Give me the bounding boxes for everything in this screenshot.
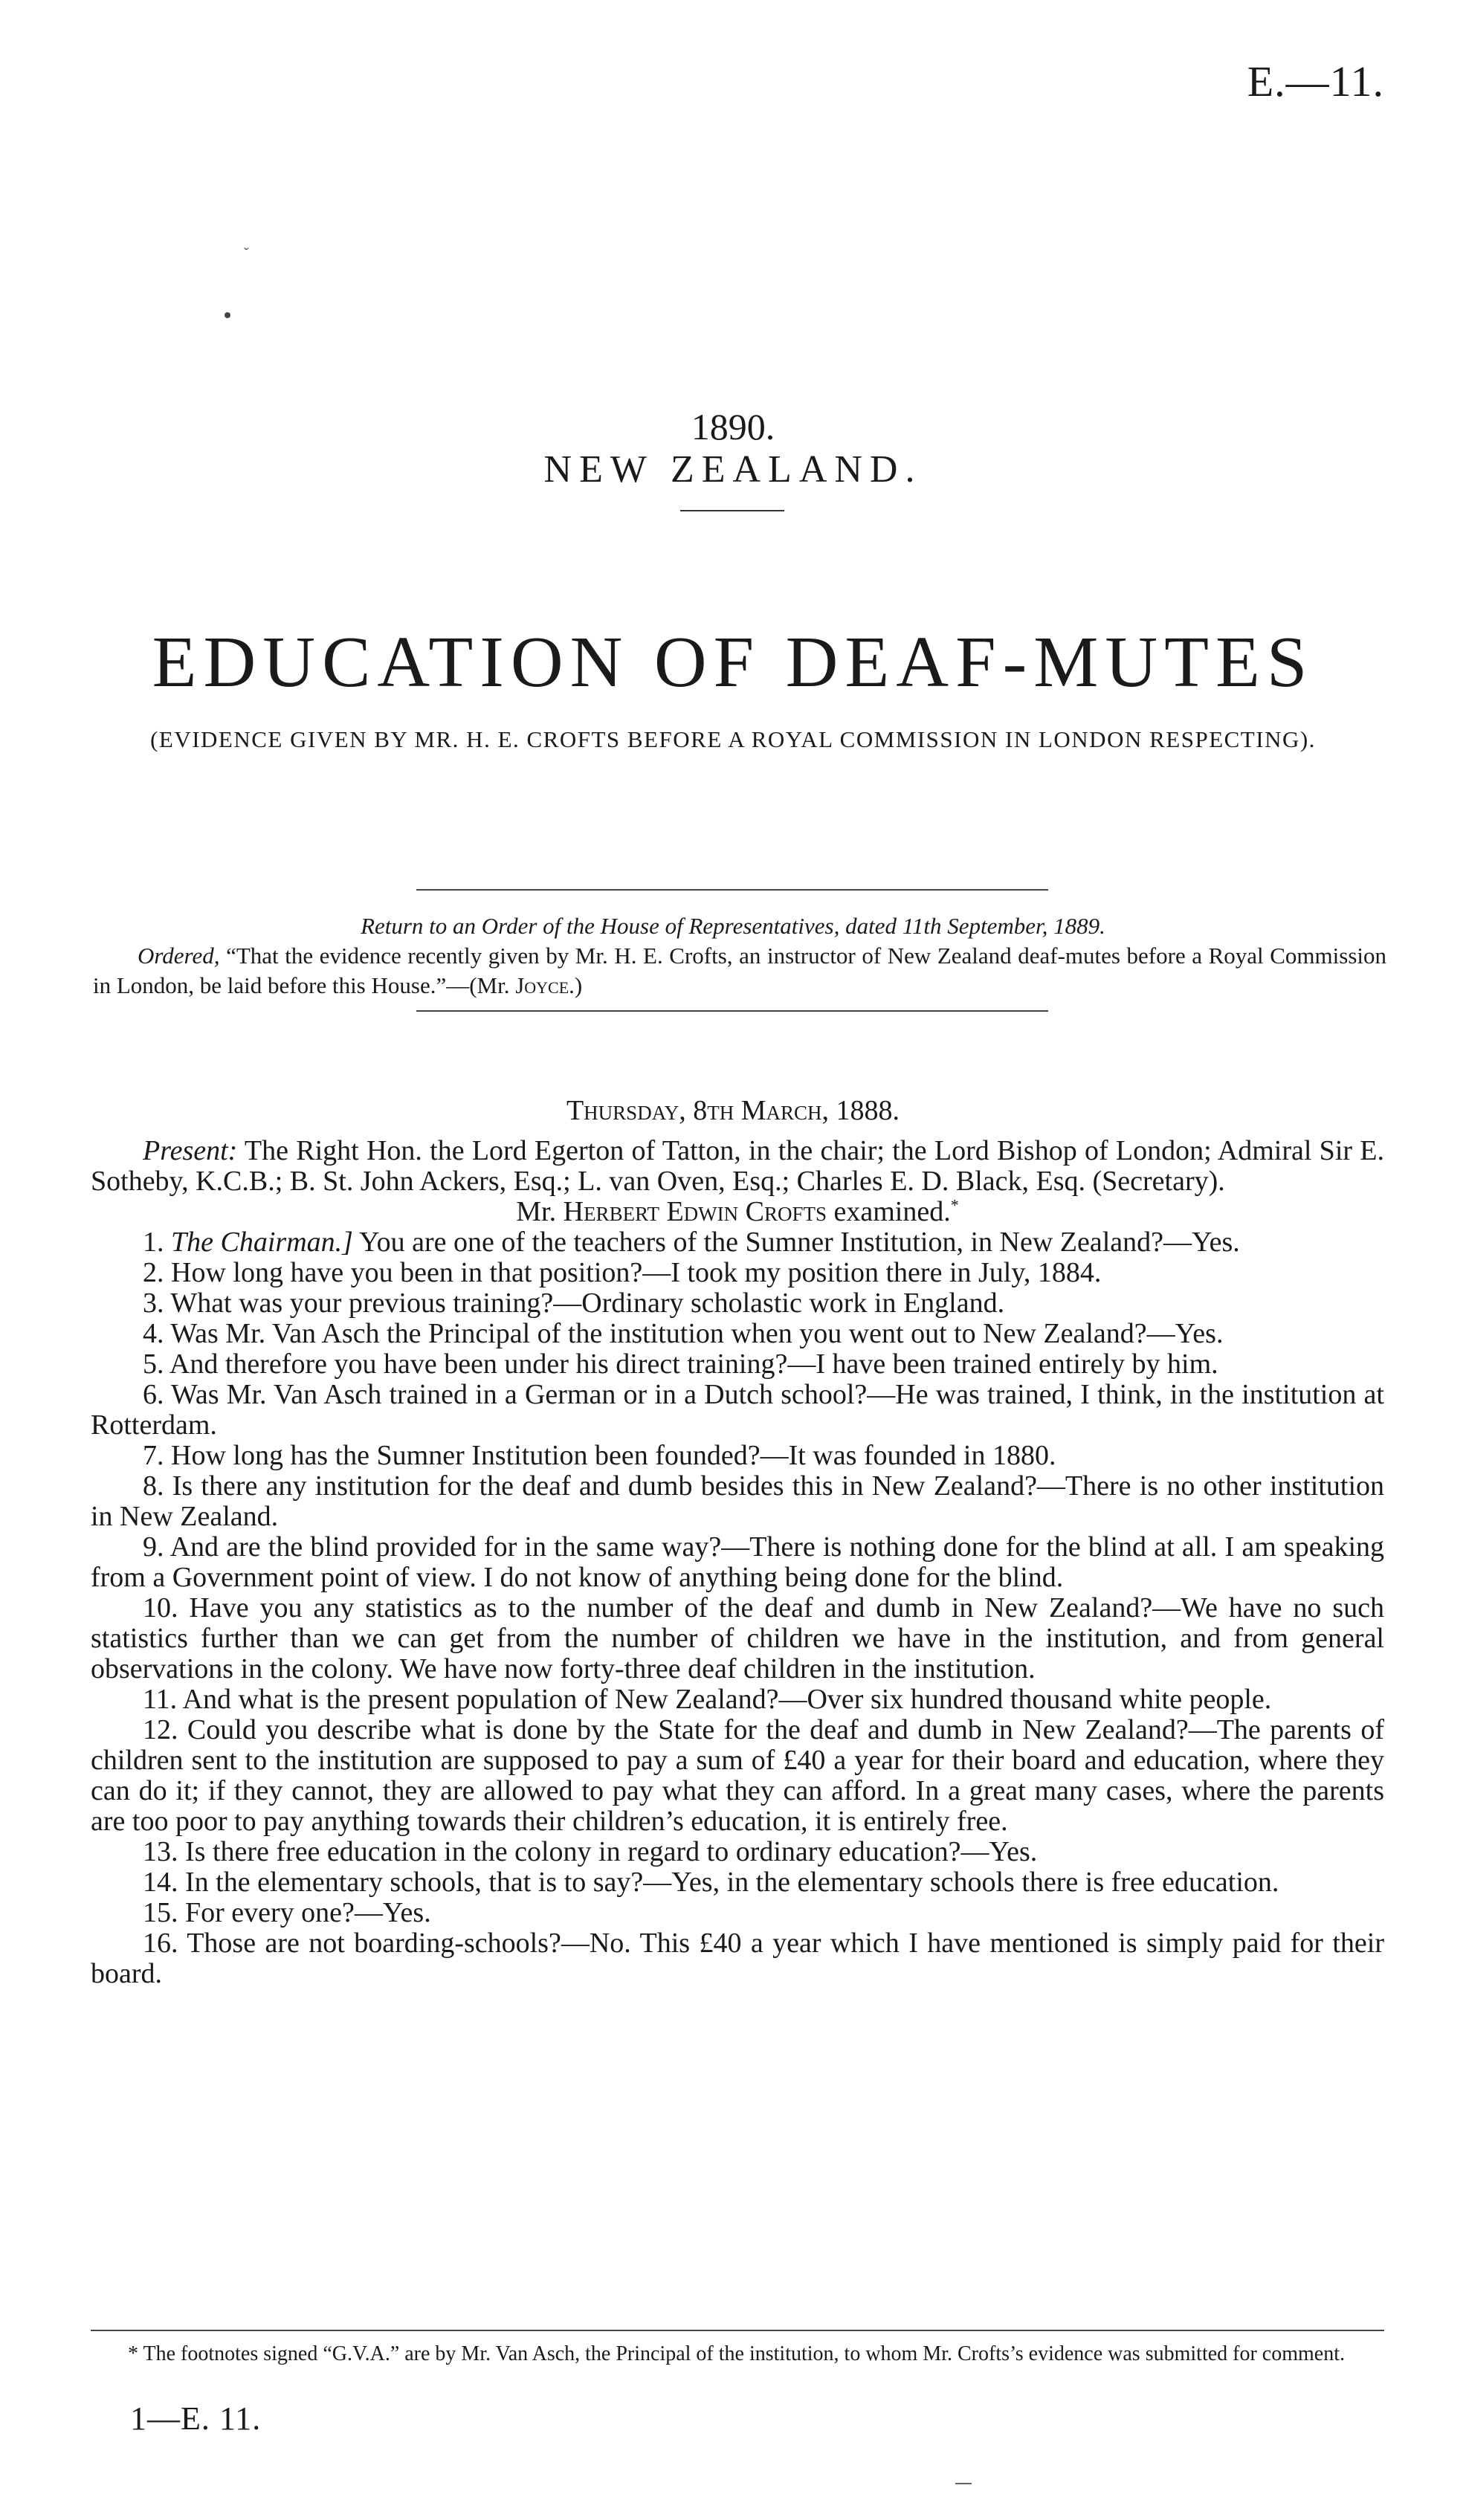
question-number: 9. — [143, 1531, 164, 1563]
print-speck — [955, 2483, 972, 2484]
witness-line — [91, 1197, 1384, 1227]
question-text: And are the blind provided for in the same way?—There is nothing done for the blind at all. I am speaking from a Government point of view. I do not know of anything being done for the blind. — [91, 1531, 1385, 1593]
question-number: 11. — [143, 1684, 178, 1715]
question-item — [91, 1532, 1384, 1593]
question-item — [91, 1898, 1384, 1928]
question-number: 7. — [143, 1440, 164, 1471]
question-item — [91, 1288, 1384, 1319]
question-text: How long have you been in that position?—I took my position there in July, 1884. — [171, 1257, 1102, 1288]
question-item — [91, 1593, 1384, 1684]
ordered-name: Joyce — [515, 972, 569, 998]
question-text: And therefore you have been under his direct training?—I have been trained entirely by him. — [169, 1348, 1218, 1380]
question-number: 2. — [143, 1257, 164, 1288]
ordered-label: Ordered, — [138, 943, 220, 969]
session-date: Thursday, 8th March, 1888. — [566, 1095, 900, 1126]
footnote: * The footnotes signed “G.V.A.” are by Mr. Van Asch, the Principal of the institution, to whom Mr. Crofts’s evidence was submitted for comment. — [128, 2342, 1345, 2365]
evidence-body — [91, 1136, 1384, 1989]
question-number: 14. — [143, 1867, 178, 1898]
question-speaker: The Chairman.] — [171, 1227, 353, 1258]
question-text: Was Mr. Van Asch trained in a German or in a Dutch school?—He was trained, I think, in the institution at Rotterdam. — [91, 1379, 1384, 1441]
question-text: How long has the Sumner Institution been founded?—It was founded in 1880. — [171, 1440, 1056, 1471]
question-text: And what is the present population of New Zealand?—Over six hundred thousand white people. — [182, 1684, 1272, 1715]
witness-name: Herbert Edwin Crofts — [563, 1196, 827, 1227]
witness-suffix: examined. — [833, 1196, 951, 1227]
ordered-text: “That the evidence recently given by Mr. H. E. Crofts, an instructor of New Zealand deaf-mutes before a Royal Commission in London, be laid before this House.”—(Mr. — [93, 943, 1386, 998]
divider — [416, 889, 1048, 891]
divider — [416, 1010, 1048, 1012]
question-item — [91, 1227, 1384, 1258]
print-speck — [225, 312, 230, 318]
question-list — [91, 1227, 1384, 1989]
question-number: 4. — [143, 1318, 164, 1349]
country-heading: NEW ZEALAND. — [543, 448, 923, 491]
present-paragraph — [91, 1136, 1384, 1197]
present-text: The Right Hon. the Lord Egerton of Tatton, in the chair; the Lord Bishop of London; Admiral Sir E. Sotheby, K.C.B.; B. St. John Ackers, Esq.; L. van Oven, Esq.; Charles E. D. Black, Esq. (Secretary). — [91, 1135, 1384, 1197]
question-item — [91, 1837, 1384, 1867]
ordered-paragraph — [93, 941, 1386, 1001]
question-text: Is there any institution for the deaf and dumb besides this in New Zealand?—There is no other institution in New Zealand. — [91, 1470, 1384, 1532]
question-number: 5. — [143, 1348, 164, 1380]
question-number: 10. — [143, 1592, 178, 1624]
question-number: 8. — [143, 1470, 164, 1502]
question-item — [91, 1319, 1384, 1349]
question-number: 12. — [143, 1714, 178, 1745]
question-number: 1. — [143, 1227, 164, 1258]
footnote-mark: * — [950, 1195, 959, 1215]
question-item — [91, 1349, 1384, 1380]
question-item — [91, 1258, 1384, 1288]
question-text: What was your previous training?—Ordinary scholastic work in England. — [170, 1288, 1005, 1319]
signature-mark: 1—E. 11. — [130, 2400, 262, 2437]
return-order-line: Return to an Order of the House of Representatives, dated 11th September, 1889. — [361, 913, 1105, 939]
question-text: Was Mr. Van Asch the Principal of the institution when you went out to New Zealand?—Yes. — [170, 1318, 1224, 1349]
question-item — [91, 1441, 1384, 1471]
document-year: 1890. — [691, 406, 775, 448]
divider — [680, 510, 784, 511]
question-number: 3. — [143, 1288, 164, 1319]
question-text: Those are not boarding-schools?—No. This £40 a year which I have mentioned is simply paid for their board. — [91, 1928, 1384, 1989]
question-text: Could you describe what is done by the State for the deaf and dumb in New Zealand?—The parents of children sent to the institution are supposed to pay a sum of £40 a year for their board and education, where they can do it; if they cannot, they are allowed to pay what they can afford. In a great many cases, where the parents are too poor to pay anything towards their children’s education, it is entirely free. — [91, 1714, 1384, 1837]
page-title: EDUCATION OF DEAF-MUTES — [152, 622, 1314, 702]
question-item — [91, 1715, 1384, 1837]
footnote-divider — [91, 2330, 1384, 2331]
question-text: In the elementary schools, that is to say?—Yes, in the elementary schools there is free education. — [185, 1867, 1279, 1898]
question-item — [91, 1928, 1384, 1989]
ordered-end: .) — [569, 972, 583, 998]
witness-prefix: Mr. — [516, 1196, 557, 1227]
question-text: Is there free education in the colony in regard to ordinary education?—Yes. — [185, 1836, 1038, 1867]
question-number: 15. — [143, 1897, 178, 1928]
question-item — [91, 1867, 1384, 1898]
question-item — [91, 1471, 1384, 1532]
question-text: Have you any statistics as to the number of the deaf and dumb in New Zealand?—We have no such statistics further than we can get from the number of children we have in the institution, and from general observations in the colony. We have now forty-three deaf children in the institution. — [91, 1592, 1385, 1684]
print-speck: ˇ — [244, 245, 249, 262]
question-number: 16. — [143, 1928, 178, 1959]
question-item — [91, 1684, 1384, 1715]
question-number: 13. — [143, 1836, 178, 1867]
question-item — [91, 1380, 1384, 1441]
present-label: Present: — [143, 1135, 238, 1166]
question-number: 6. — [143, 1379, 164, 1410]
page-subtitle: (EVIDENCE GIVEN BY MR. H. E. CROFTS BEFORE A ROYAL COMMISSION IN LONDON RESPECTING). — [150, 726, 1316, 752]
question-text: You are one of the teachers of the Sumner Institution, in New Zealand?—Yes. — [359, 1227, 1240, 1258]
question-text: For every one?—Yes. — [185, 1897, 431, 1928]
page-reference: E.—11. — [1247, 57, 1384, 106]
